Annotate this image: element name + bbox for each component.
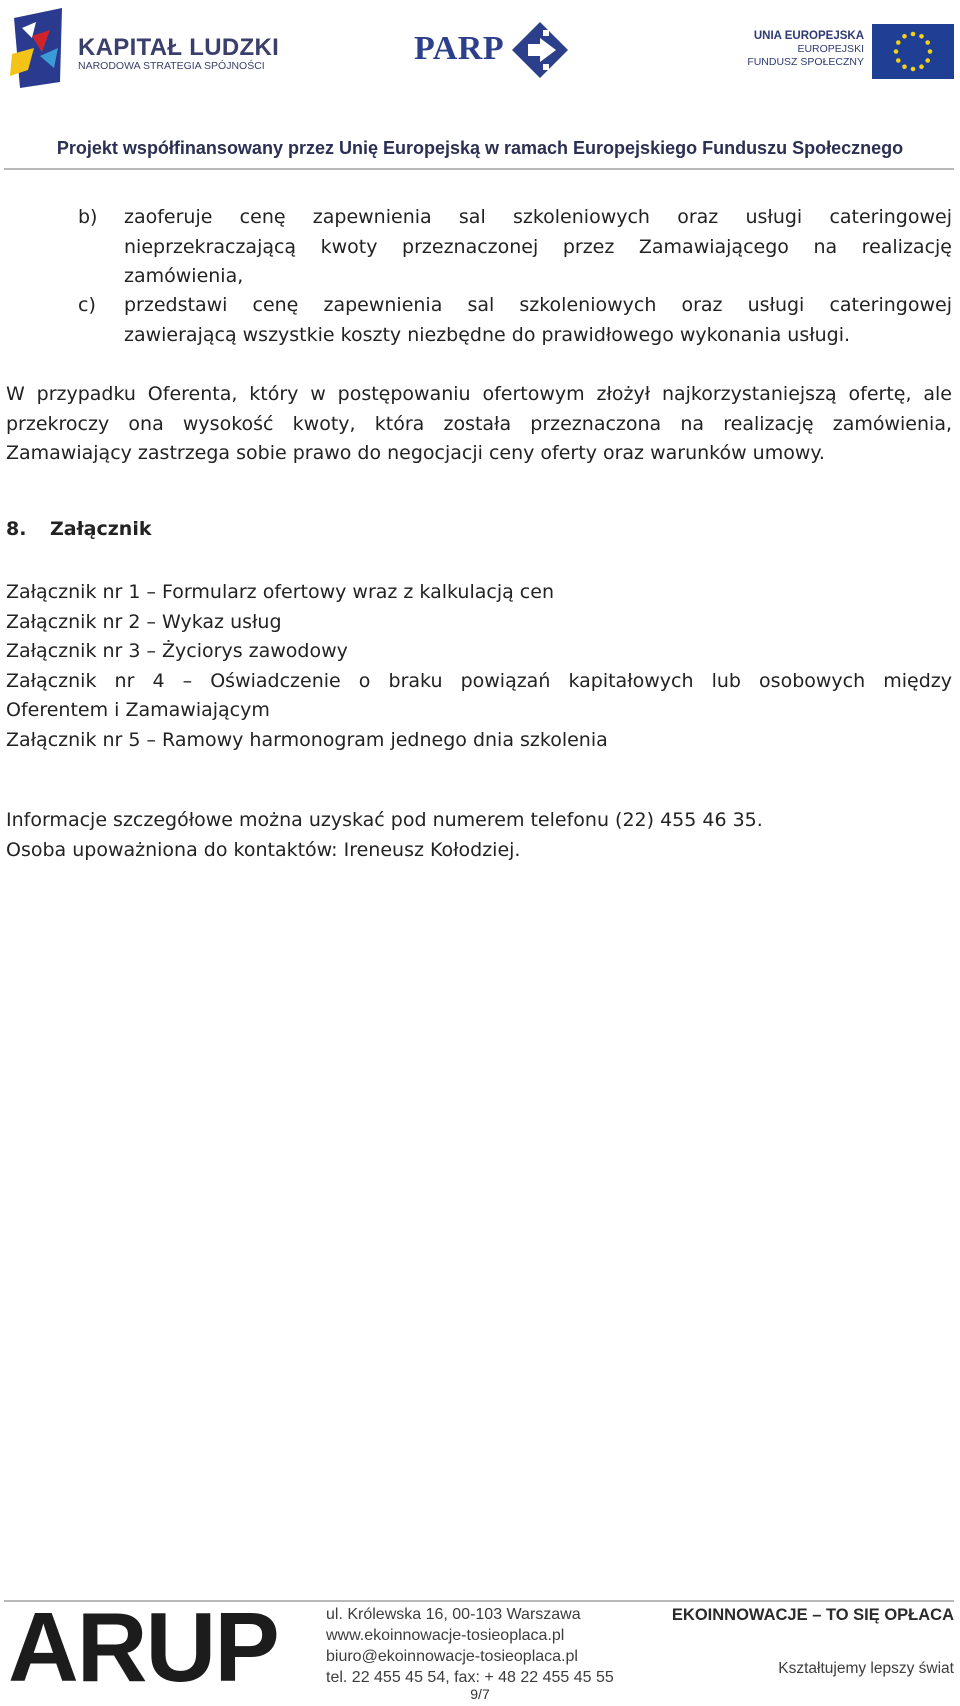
list-item-c-text [124, 291, 952, 350]
offer-paragraph [6, 380, 952, 469]
attachment-4-line1: Załącznik nr 4 – Oświadczenie o braku powiązań kapitałowych lub osobowych między [6, 669, 952, 692]
cofinancing-statement: Projekt współfinansowany przez Unię Europejską w ramach Europejskiego Funduszu Społecznego [56, 138, 904, 158]
arup-logo: ARUP [8, 1592, 278, 1702]
contact-phone-line: Informacje szczegółowe można uzyskać pod numerem telefonu (22) 455 46 35. [6, 809, 763, 831]
kapital-ludzki-title: KAPITAŁ LUDZKI [78, 34, 280, 61]
parp-logo-text: PARP [414, 30, 505, 67]
list-item-b-text [124, 203, 952, 292]
footer-website: www.ekoinnowacje-tosieoplaca.pl [326, 1627, 565, 1644]
offer-paragraph-line1: W przypadku Oferenta, który w postępowaniu ofertowym złożył najkorzystaniejszą ofertę, ale [6, 383, 952, 405]
attachment-1: Załącznik nr 1 – Formularz ofertowy wraz z kalkulacją cen [6, 581, 554, 603]
list-item-c [78, 291, 952, 351]
section-number: 8. [6, 518, 27, 540]
list-item-b-line1: zaoferuje cenę zapewnienia sal szkoleniowych oraz usługi cateringowej [124, 206, 952, 228]
eu-flag-icon [872, 24, 954, 79]
list-item-b [78, 203, 952, 293]
section-heading [6, 518, 151, 540]
eu-label-line2: EUROPEJSKI [797, 43, 864, 55]
footer-slogan: EKOINNOWACJE – TO SIĘ OPŁACA [671, 1606, 954, 1624]
list-item-c-line1: przedstawi cenę zapewnienia sal szkoleniowych oraz usługi cateringowej [124, 294, 952, 316]
section-title: Załącznik [50, 518, 152, 540]
header-divider [4, 168, 954, 170]
kapital-ludzki-subtitle: NARODOWA STRATEGIA SPÓJNOŚCI [78, 60, 265, 72]
footer-tagline: Kształtujemy lepszy świat [778, 1660, 954, 1677]
list-item-c-line2: zawierającą wszystkie koszty niezbędne do prawidłowego wykonania usługi. [124, 323, 851, 346]
list-marker-b: b) [78, 206, 98, 228]
list-item-b-line2: nieprzekraczającą kwoty przeznaczonej przez Zamawiającego na realizację [124, 235, 952, 258]
attachments-list [6, 578, 952, 755]
list-item-b-line3: zamówienia, [124, 265, 244, 287]
parp-logo-mark [510, 20, 570, 80]
page-number: 9/7 [470, 1686, 490, 1702]
attachment-3: Załącznik nr 3 – Życiorys zawodowy [6, 640, 348, 662]
footer-address: ul. Królewska 16, 00-103 Warszawa [326, 1606, 581, 1623]
footer-email: biuro@ekoinnowacje-tosieoplaca.pl [326, 1648, 578, 1665]
contact-info [6, 806, 952, 865]
page-header [0, 0, 960, 172]
offer-paragraph-line3: Zamawiający zastrzega sobie prawo do negocjacji ceny oferty oraz warunków umowy. [6, 442, 825, 464]
footer-phone: tel. 22 455 45 54, fax: + 48 22 455 45 55 [326, 1669, 614, 1686]
list-marker-c: c) [78, 294, 96, 316]
footer-address-block [326, 1604, 614, 1688]
offer-paragraph-line2: przekroczy ona wysokość kwoty, która została przeznaczona na realizację zamówienia, [6, 412, 952, 435]
attachment-4-line2: Oferentem i Zamawiającym [6, 699, 270, 721]
eu-label-line3: FUNDUSZ SPOŁECZNY [747, 56, 864, 68]
attachment-5: Załącznik nr 5 – Ramowy harmonogram jednego dnia szkolenia [6, 728, 608, 751]
attachment-2: Załącznik nr 2 – Wykaz usług [6, 610, 282, 633]
eu-label-line1: UNIA EUROPEJSKA [753, 30, 864, 42]
eu-label [740, 30, 864, 69]
contact-person-line: Osoba upoważniona do kontaktów: Ireneusz Kołodziej. [6, 838, 521, 861]
